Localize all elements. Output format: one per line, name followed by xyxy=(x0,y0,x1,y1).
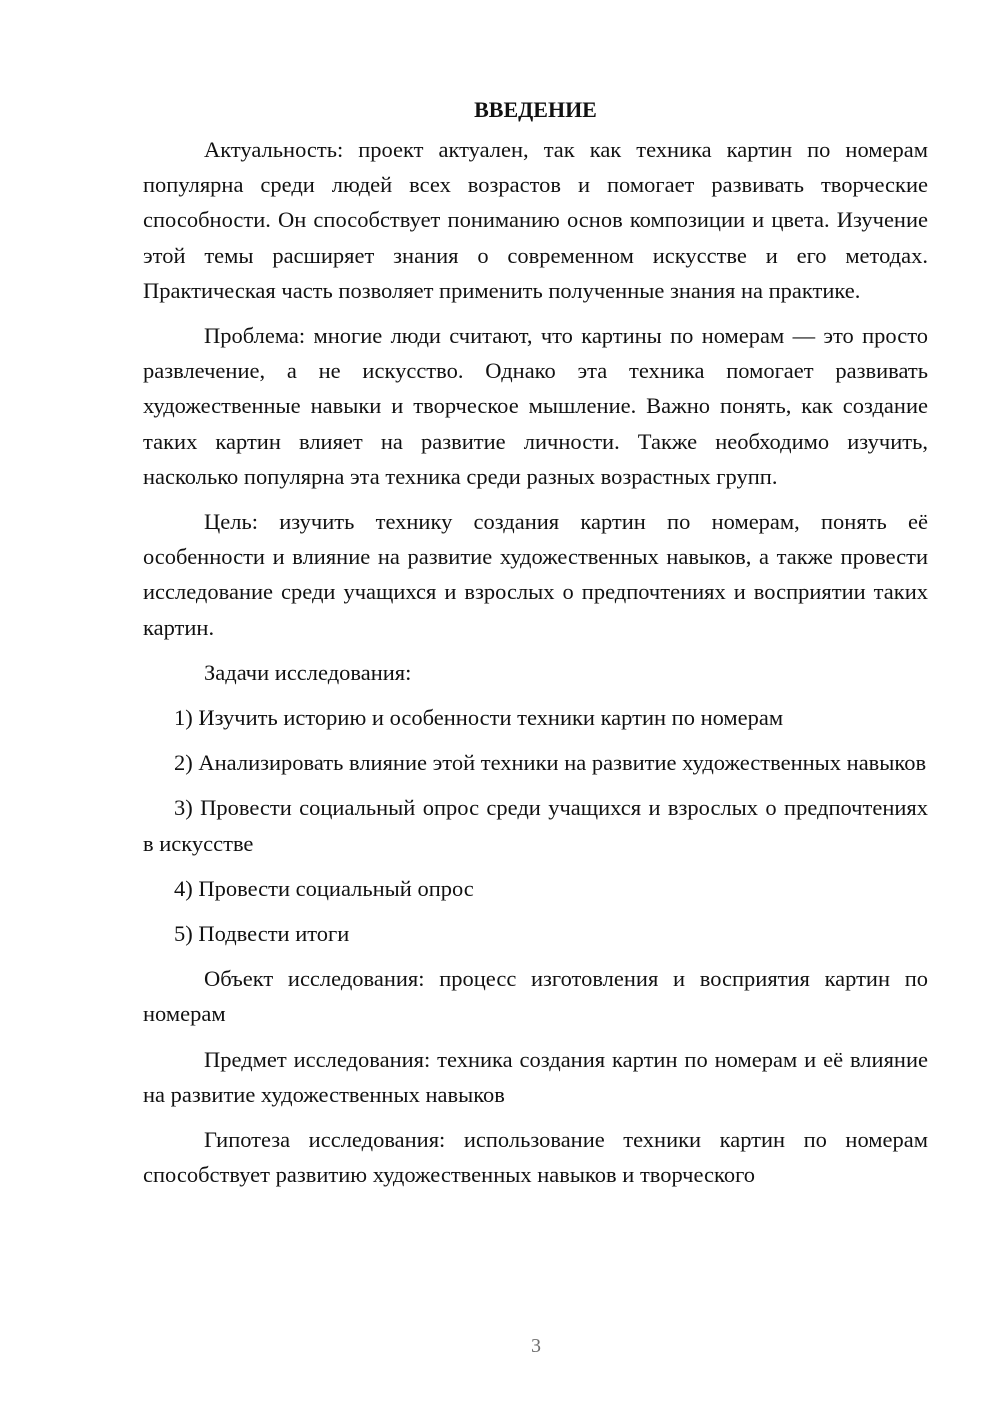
task-item-4: 4) Провести социальный опрос xyxy=(174,875,474,901)
page-title: ВВЕДЕНИЕ xyxy=(474,97,597,122)
task-item-3: 3) Провести социальный опрос среди учащихся и взрослых о предпочтениях в искусстве xyxy=(143,795,928,856)
tasks-intro: Задачи исследования: xyxy=(204,659,412,685)
relevance-paragraph: Актуальность: проект актуален, так как техника картин по номерам популярна среди людей всех возрастов и помогает развивать творческие способности. Он способствует пониманию основ композиции и цвета. Изучение этой темы расширяет знания о современном искусстве и его методах. Практическая часть позволяет применить полученные знания на практике. xyxy=(143,137,928,303)
goal-paragraph: Цель: изучить технику создания картин по номерам, понять её особенности и влияние на развитие художественных навыков, а также провести исследование среди учащихся и взрослых о предпочтениях и восприятии таких картин. xyxy=(143,509,928,640)
task-item-1: 1) Изучить историю и особенности техники картин по номерам xyxy=(174,705,784,731)
task-item-5: 5) Подвести итоги xyxy=(174,921,350,947)
hypothesis-paragraph: Гипотеза исследования: использование техники картин по номерам способствует развитию художественных навыков и творческого xyxy=(143,1127,928,1188)
task-item-2: 2) Анализировать влияние этой техники на развитие художественных навыков xyxy=(174,750,927,776)
page-content xyxy=(143,94,928,1202)
research-subject-paragraph: Предмет исследования: техника создания картин по номерам и её влияние на развитие художественных навыков xyxy=(143,1046,928,1107)
research-object-paragraph: Объект исследования: процесс изготовления и восприятия картин по номерам xyxy=(143,966,928,1027)
page-number: 3 xyxy=(531,1335,541,1357)
problem-paragraph: Проблема: многие люди считают, что картины по номерам — это просто развлечение, а не искусство. Однако эта техника помогает развивать художественные навыки и творческое мышление. Важно понять, как создание таких картин влияет на развитие личности. Также необходимо изучить, насколько популярна эта техника среди разных возрастных групп. xyxy=(143,323,928,489)
